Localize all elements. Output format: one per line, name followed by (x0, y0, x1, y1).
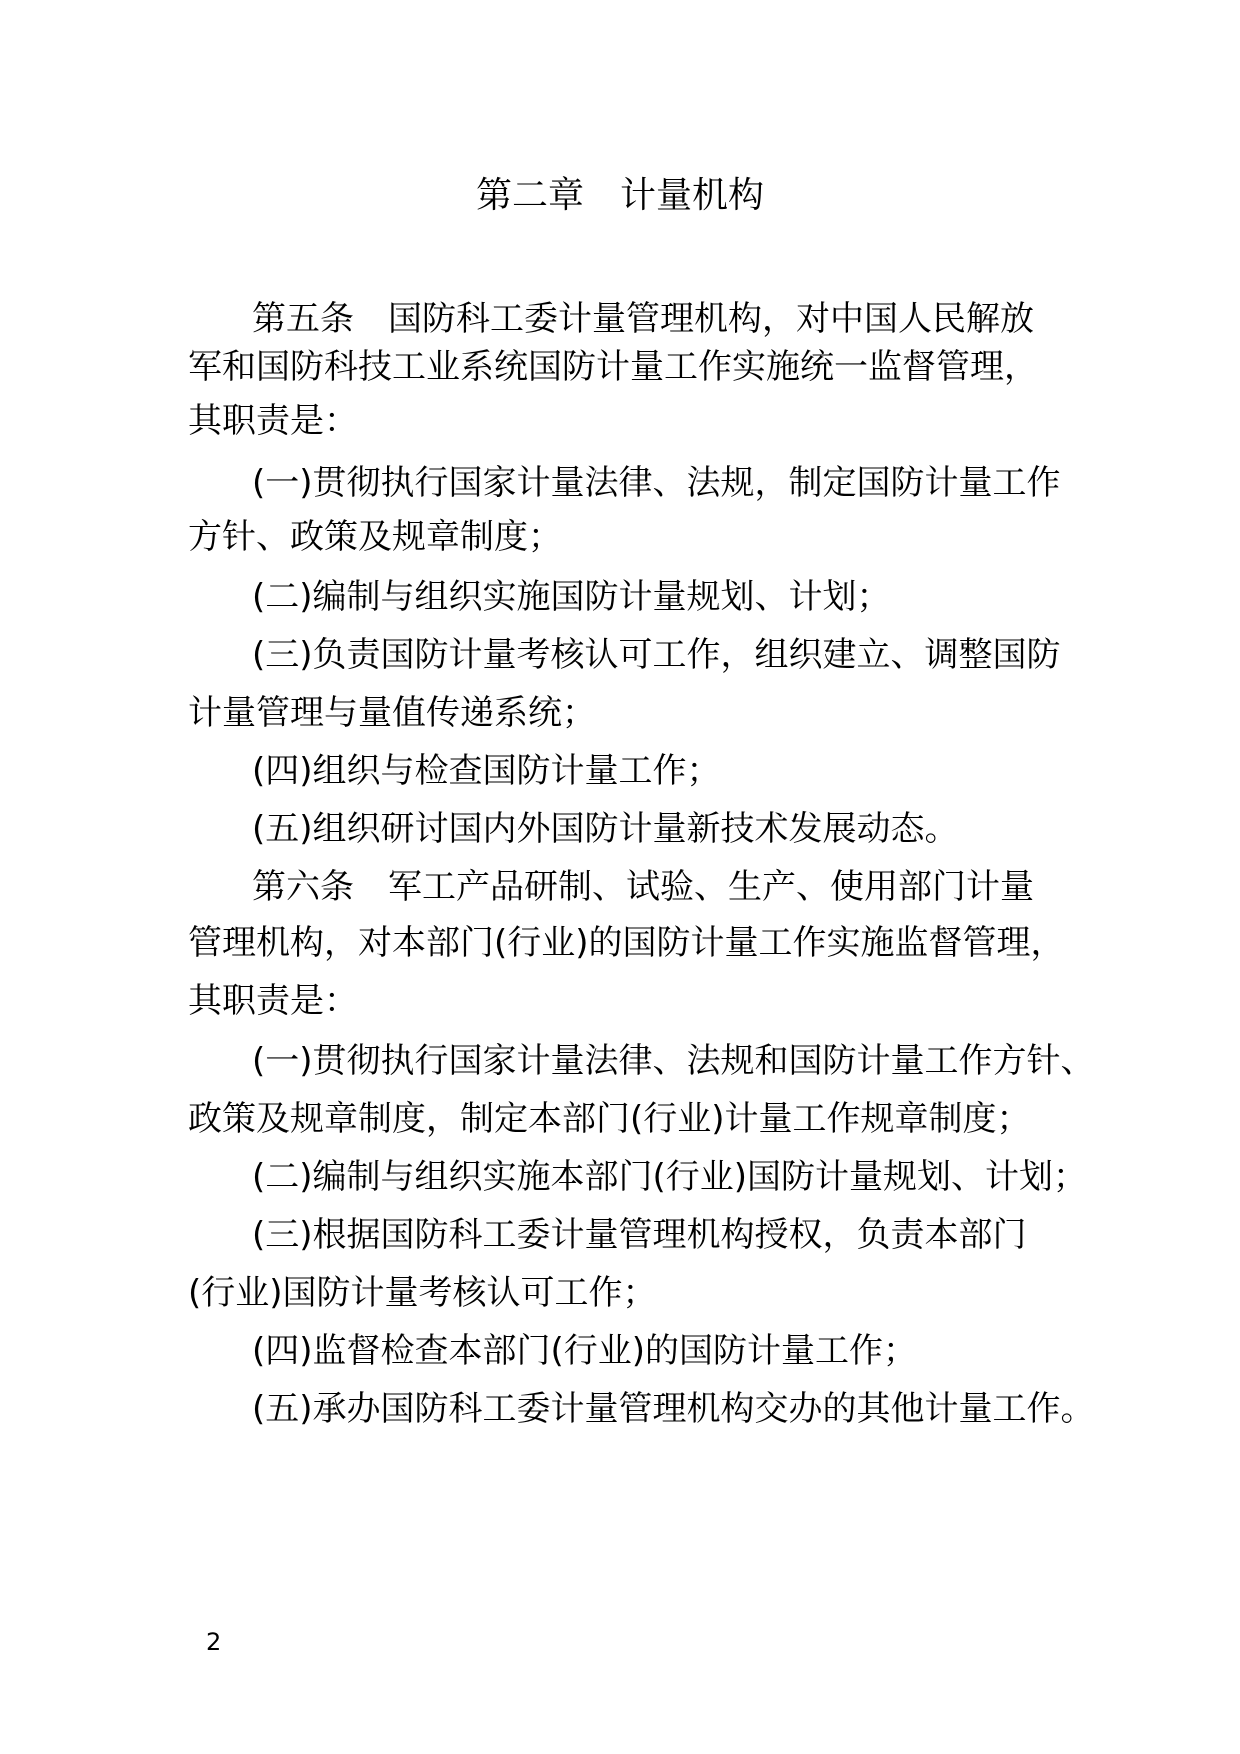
article-5-item-3-line-1: (三)负责国防计量考核认可工作，组织建立、调整国防 (252, 635, 1061, 675)
article-5-item-4: (四)组织与检查国防计量工作； (252, 751, 721, 791)
article-6-line-3: 其职责是： (188, 981, 358, 1021)
article-6-item-4: (四)监督检查本部门(行业)的国防计量工作； (252, 1331, 918, 1371)
article-5-item-1-line-1: (一)贯彻执行国家计量法律、法规，制定国防计量工作 (252, 463, 1061, 503)
article-6-item-5: (五)承办国防科工委计量管理机构交办的其他计量工作。 (252, 1389, 1095, 1429)
article-6-item-2: (二)编制与组织实施本部门(行业)国防计量规划、计划； (252, 1157, 1088, 1197)
article-5-item-5: (五)组织研讨国内外国防计量新技术发展动态。 (252, 809, 959, 849)
article-6-item-1-line-1: (一)贯彻执行国家计量法律、法规和国防计量工作方针、 (252, 1041, 1095, 1081)
article-6-item-3-line-2: (行业)国防计量考核认可工作； (188, 1273, 657, 1313)
article-6-item-1-line-2: 政策及规章制度，制定本部门(行业)计量工作规章制度； (188, 1099, 1031, 1139)
article-6-line-1: 第六条 军工产品研制、试验、生产、使用部门计量 (252, 867, 1034, 907)
article-5-line-2: 军和国防科技工业系统国防计量工作实施统一监督管理， (188, 347, 1038, 387)
page-number: 2 (206, 1628, 222, 1656)
article-5-item-3-line-2: 计量管理与量值传递系统； (188, 693, 596, 733)
article-6-line-2: 管理机构，对本部门(行业)的国防计量工作实施监督管理， (188, 923, 1065, 963)
article-6-item-3-line-1: (三)根据国防科工委计量管理机构授权，负责本部门 (252, 1215, 1027, 1255)
chapter-heading: 第二章 计量机构 (475, 175, 764, 216)
article-5-line-3: 其职责是： (188, 401, 358, 441)
article-5-line-1: 第五条 国防科工委计量管理机构，对中国人民解放 (252, 299, 1034, 339)
article-5-item-2: (二)编制与组织实施国防计量规划、计划； (252, 577, 891, 617)
article-5-item-1-line-2: 方针、政策及规章制度； (188, 517, 562, 557)
